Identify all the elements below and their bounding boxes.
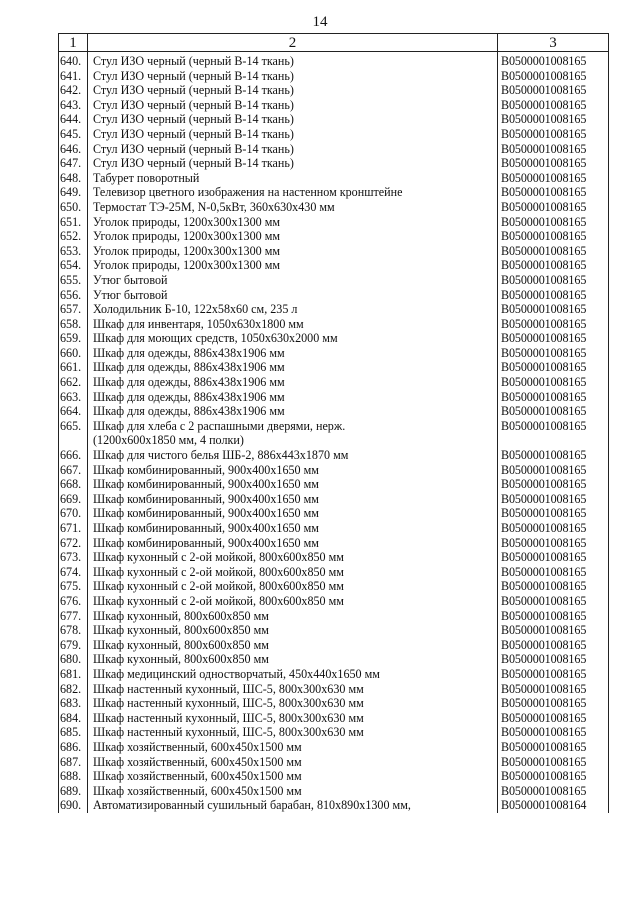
table-row xyxy=(59,784,609,799)
table-row xyxy=(59,492,609,507)
row-description xyxy=(88,609,498,624)
table-row xyxy=(59,448,609,463)
table-row xyxy=(59,725,609,740)
row-description-text: Шкаф настенный кухонный, ШС-5, 800х300х630 мм xyxy=(93,696,364,711)
table-row xyxy=(59,360,609,375)
row-description xyxy=(88,346,498,361)
row-number: 644. xyxy=(59,112,88,127)
table-row xyxy=(59,550,609,565)
row-description xyxy=(88,273,498,288)
table-row xyxy=(59,696,609,711)
row-description-text: Шкаф комбинированный, 900х400х1650 мм xyxy=(93,491,319,506)
row-code: B0500001008165 xyxy=(498,652,609,667)
row-code: B0500001008165 xyxy=(498,755,609,770)
row-number: 669. xyxy=(59,492,88,507)
table-row xyxy=(59,200,609,215)
table-body xyxy=(59,52,609,813)
row-description-text: Стул ИЗО черный (черный В-14 ткань) xyxy=(93,126,294,141)
row-code: B0500001008165 xyxy=(498,769,609,784)
column-header-code: 3 xyxy=(498,34,609,52)
row-number: 679. xyxy=(59,638,88,653)
row-description xyxy=(88,156,498,171)
row-code: B0500001008165 xyxy=(498,740,609,755)
table-row xyxy=(59,142,609,157)
row-number: 675. xyxy=(59,579,88,594)
table-row xyxy=(59,506,609,521)
row-code: B0500001008165 xyxy=(498,667,609,682)
row-description-text: Автоматизированный сушильный барабан, 810х890х1300 мм, xyxy=(93,798,411,813)
table-row xyxy=(59,288,609,303)
table-row xyxy=(59,302,609,317)
row-description xyxy=(88,244,498,259)
row-description-text: Шкаф для хлеба с 2 распашными дверями, нерж. xyxy=(93,418,346,433)
row-description-text: Телевизор цветного изображения на настенном кронштейне xyxy=(93,185,403,200)
table-row xyxy=(59,579,609,594)
row-description xyxy=(88,755,498,770)
table-row xyxy=(59,112,609,127)
row-description-text: Стул ИЗО черный (черный В-14 ткань) xyxy=(93,97,294,112)
table-row xyxy=(59,623,609,638)
row-number: 670. xyxy=(59,506,88,521)
row-code: B0500001008165 xyxy=(498,565,609,580)
row-number: 658. xyxy=(59,317,88,332)
row-code: B0500001008165 xyxy=(498,594,609,609)
row-code: B0500001008165 xyxy=(498,536,609,551)
row-code: B0500001008165 xyxy=(498,682,609,697)
row-number: 686. xyxy=(59,740,88,755)
table-row xyxy=(59,346,609,361)
row-code: B0500001008165 xyxy=(498,404,609,419)
table-row xyxy=(59,258,609,273)
table-row xyxy=(59,652,609,667)
row-code: B0500001008165 xyxy=(498,375,609,390)
row-number: 652. xyxy=(59,229,88,244)
row-number: 685. xyxy=(59,725,88,740)
row-code: B0500001008165 xyxy=(498,288,609,303)
row-number: 662. xyxy=(59,375,88,390)
row-description-text: Шкаф для одежды, 886х438х1906 мм xyxy=(93,375,285,390)
row-description xyxy=(88,200,498,215)
table-row xyxy=(59,609,609,624)
row-number: 646. xyxy=(59,142,88,157)
row-description-text: Утюг бытовой xyxy=(93,287,168,302)
row-description xyxy=(88,112,498,127)
row-description-text: Шкаф кухонный, 800х600х850 мм xyxy=(93,623,269,638)
row-description-text: Уголок природы, 1200х300х1300 мм xyxy=(93,243,281,258)
row-number: 654. xyxy=(59,258,88,273)
row-description xyxy=(88,579,498,594)
row-code: B0500001008165 xyxy=(498,579,609,594)
page-number: 14 xyxy=(312,14,328,30)
row-description xyxy=(88,69,498,84)
row-number: 648. xyxy=(59,171,88,186)
row-code: B0500001008165 xyxy=(498,229,609,244)
row-description-text: Шкаф для одежды, 886х438х1906 мм xyxy=(93,404,285,419)
row-number: 680. xyxy=(59,652,88,667)
row-description xyxy=(88,317,498,332)
row-number: 645. xyxy=(59,127,88,142)
table-row xyxy=(59,477,609,492)
table-row xyxy=(59,740,609,755)
row-description xyxy=(88,288,498,303)
row-code: B0500001008165 xyxy=(498,52,609,69)
row-description-text: Табурет поворотный xyxy=(93,170,200,185)
row-number: 641. xyxy=(59,69,88,84)
row-number: 671. xyxy=(59,521,88,536)
row-description xyxy=(88,565,498,580)
row-number: 647. xyxy=(59,156,88,171)
table-row xyxy=(59,711,609,726)
row-description-text: Шкаф настенный кухонный, ШС-5, 800х300х630 мм xyxy=(93,725,364,740)
row-code: B0500001008165 xyxy=(498,98,609,113)
row-code: B0500001008165 xyxy=(498,215,609,230)
row-description-text: Термостат ТЭ-25М, N-0,5кВт, 360х630х430 мм xyxy=(93,199,335,214)
table-row xyxy=(59,317,609,332)
row-description-text: Шкаф комбинированный, 900х400х1650 мм xyxy=(93,521,319,535)
row-description-text: Шкаф хозяйственный, 600х450х1500 мм xyxy=(93,754,302,769)
row-description xyxy=(88,360,498,375)
row-code: B0500001008165 xyxy=(498,360,609,375)
row-description xyxy=(88,638,498,653)
row-description-text: Шкаф комбинированный, 900х400х1650 мм xyxy=(93,477,319,492)
row-description-text: Шкаф кухонный, 800х600х850 мм xyxy=(93,652,269,667)
table-row xyxy=(59,755,609,770)
row-code: B0500001008165 xyxy=(498,638,609,653)
row-description xyxy=(88,711,498,726)
row-number: 674. xyxy=(59,565,88,580)
row-number: 664. xyxy=(59,404,88,419)
row-number: 666. xyxy=(59,448,88,463)
row-description xyxy=(88,185,498,200)
inventory-table xyxy=(58,33,609,813)
row-code: B0500001008165 xyxy=(498,784,609,799)
row-number: 659. xyxy=(59,331,88,346)
row-description xyxy=(88,390,498,405)
table-row xyxy=(59,463,609,478)
row-code: B0500001008165 xyxy=(498,390,609,405)
table-row xyxy=(59,390,609,405)
table-row xyxy=(59,521,609,536)
row-number: 661. xyxy=(59,360,88,375)
table-row xyxy=(59,69,609,84)
row-description xyxy=(88,83,498,98)
row-description xyxy=(88,784,498,799)
row-description xyxy=(88,506,498,521)
row-description xyxy=(88,302,498,317)
row-code: B0500001008165 xyxy=(498,317,609,332)
row-description-text: Шкаф хозяйственный, 600х450х1500 мм xyxy=(93,739,302,754)
row-code: B0500001008165 xyxy=(498,711,609,726)
row-number: 642. xyxy=(59,83,88,98)
row-description xyxy=(88,215,498,230)
row-description-text: Стул ИЗО черный (черный В-14 ткань) xyxy=(93,141,294,156)
row-description-text: Шкаф хозяйственный, 600х450х1500 мм xyxy=(93,783,302,798)
row-description xyxy=(88,682,498,697)
table-row xyxy=(59,565,609,580)
row-description xyxy=(88,521,498,536)
row-description-text: Шкаф кухонный, 800х600х850 мм xyxy=(93,637,269,652)
table-row xyxy=(59,98,609,113)
table-row xyxy=(59,127,609,142)
row-description xyxy=(88,667,498,682)
row-description-text: Стул ИЗО черный (черный В-14 ткань) xyxy=(93,156,294,171)
row-code: B0500001008165 xyxy=(498,142,609,157)
row-code: B0500001008165 xyxy=(498,725,609,740)
row-description xyxy=(88,652,498,667)
row-description xyxy=(88,404,498,419)
row-description xyxy=(88,171,498,186)
row-code: B0500001008165 xyxy=(498,521,609,536)
row-description xyxy=(88,696,498,711)
row-code: B0500001008165 xyxy=(498,346,609,361)
row-description xyxy=(88,594,498,609)
row-number: 688. xyxy=(59,769,88,784)
row-description xyxy=(88,536,498,551)
table-row xyxy=(59,667,609,682)
row-description xyxy=(88,52,498,69)
row-number: 678. xyxy=(59,623,88,638)
row-number: 660. xyxy=(59,346,88,361)
row-description-text: Уголок природы, 1200х300х1300 мм xyxy=(93,229,281,244)
table-row xyxy=(59,638,609,653)
row-description-text: Шкаф медицинский одностворчатый, 450х440х1650 мм xyxy=(93,666,380,681)
row-description-text: Шкаф для одежды, 886х438х1906 мм xyxy=(93,360,285,375)
table-row xyxy=(59,404,609,419)
row-description xyxy=(88,623,498,638)
row-number: 673. xyxy=(59,550,88,565)
row-description xyxy=(88,769,498,784)
table-row xyxy=(59,769,609,784)
row-description-text: Шкаф для инвентаря, 1050х630х1800 мм xyxy=(93,316,304,331)
row-description xyxy=(88,798,498,813)
row-code: B0500001008165 xyxy=(498,550,609,565)
row-description xyxy=(88,127,498,142)
row-description-text: Стул ИЗО черный (черный В-14 ткань) xyxy=(93,112,294,127)
row-description xyxy=(88,463,498,478)
row-number: 651. xyxy=(59,215,88,230)
row-code: B0500001008165 xyxy=(498,463,609,478)
row-description-text: Шкаф для одежды, 886х438х1906 мм xyxy=(93,345,285,360)
row-description-text: Шкаф кухонный, 800х600х850 мм xyxy=(93,608,269,623)
row-number: 687. xyxy=(59,755,88,770)
row-code: B0500001008165 xyxy=(498,69,609,84)
column-header-number: 1 xyxy=(59,34,88,52)
row-description-text: Стул ИЗО черный (черный В-14 ткань) xyxy=(93,68,294,83)
table-row xyxy=(59,171,609,186)
table-row xyxy=(59,229,609,244)
row-number: 676. xyxy=(59,594,88,609)
row-description xyxy=(88,229,498,244)
row-description-text: Шкаф для чистого белья ШБ-2, 886х443х1870 мм xyxy=(93,448,349,463)
table-row xyxy=(59,594,609,609)
row-code: B0500001008165 xyxy=(498,419,609,448)
row-code: B0500001008165 xyxy=(498,127,609,142)
row-code: B0500001008165 xyxy=(498,302,609,317)
row-description-text: Шкаф хозяйственный, 600х450х1500 мм xyxy=(93,769,302,784)
row-code: B0500001008165 xyxy=(498,185,609,200)
row-number: 682. xyxy=(59,682,88,697)
row-number: 668. xyxy=(59,477,88,492)
row-description-text: Шкаф настенный кухонный, ШС-5, 800х300х630 мм xyxy=(93,710,364,725)
row-code: B0500001008165 xyxy=(498,200,609,215)
row-description xyxy=(88,98,498,113)
row-description xyxy=(88,375,498,390)
table-row xyxy=(59,536,609,551)
row-code: B0500001008165 xyxy=(498,83,609,98)
table-row xyxy=(59,83,609,98)
row-number: 689. xyxy=(59,784,88,799)
row-description xyxy=(88,477,498,492)
table-row xyxy=(59,156,609,171)
row-number: 667. xyxy=(59,463,88,478)
table-row xyxy=(59,215,609,230)
row-code: B0500001008165 xyxy=(498,273,609,288)
row-description-continuation: (1200х600х1850 мм, 4 полки) xyxy=(93,433,244,448)
row-number: 657. xyxy=(59,302,88,317)
row-description xyxy=(88,258,498,273)
row-code: B0500001008165 xyxy=(498,506,609,521)
row-number: 649. xyxy=(59,185,88,200)
table-row xyxy=(59,375,609,390)
column-header-description: 2 xyxy=(88,34,498,52)
row-description-text: Утюг бытовой xyxy=(93,272,168,287)
row-number: 677. xyxy=(59,609,88,624)
row-number: 665. xyxy=(59,419,88,448)
row-description xyxy=(88,725,498,740)
row-number: 640. xyxy=(59,52,88,69)
row-description-text: Уголок природы, 1200х300х1300 мм xyxy=(93,214,281,229)
row-description-text: Шкаф для моющих средств, 1050х630х2000 мм xyxy=(93,331,338,346)
row-number: 683. xyxy=(59,696,88,711)
table-row xyxy=(59,273,609,288)
row-code: B0500001008165 xyxy=(498,448,609,463)
row-description-text: Стул ИЗО черный (черный В-14 ткань) xyxy=(93,83,294,98)
row-description xyxy=(88,331,498,346)
table-header-row xyxy=(59,34,609,52)
row-description xyxy=(88,142,498,157)
row-code: B0500001008165 xyxy=(498,156,609,171)
row-description-text: Шкаф комбинированный, 900х400х1650 мм xyxy=(93,462,319,477)
row-number: 681. xyxy=(59,667,88,682)
row-code: B0500001008165 xyxy=(498,492,609,507)
row-description xyxy=(88,740,498,755)
table-row xyxy=(59,682,609,697)
row-description xyxy=(88,448,498,463)
row-description-text: Шкаф кухонный с 2-ой мойкой, 800х600х850 мм xyxy=(93,564,344,579)
row-description-text: Шкаф настенный кухонный, ШС-5, 800х300х630 мм xyxy=(93,681,364,696)
row-description-text: Уголок природы, 1200х300х1300 мм xyxy=(93,258,281,273)
row-description-text: Шкаф для одежды, 886х438х1906 мм xyxy=(93,389,285,404)
row-description-text: Шкаф комбинированный, 900х400х1650 мм xyxy=(93,506,319,521)
row-number: 643. xyxy=(59,98,88,113)
table-row xyxy=(59,185,609,200)
row-code: B0500001008165 xyxy=(498,609,609,624)
row-number: 653. xyxy=(59,244,88,259)
table-row xyxy=(59,52,609,69)
row-number: 650. xyxy=(59,200,88,215)
row-code: B0500001008165 xyxy=(498,623,609,638)
row-code: B0500001008165 xyxy=(498,331,609,346)
row-code: B0500001008165 xyxy=(498,696,609,711)
row-code: B0500001008165 xyxy=(498,244,609,259)
row-code: B0500001008165 xyxy=(498,258,609,273)
row-description-text: Шкаф кухонный с 2-ой мойкой, 800х600х850 мм xyxy=(93,579,344,594)
row-description-text: Шкаф кухонный с 2-ой мойкой, 800х600х850 мм xyxy=(93,593,344,608)
row-code: B0500001008164 xyxy=(498,798,609,813)
row-number: 684. xyxy=(59,711,88,726)
table-row xyxy=(59,419,609,448)
table-row xyxy=(59,244,609,259)
row-number: 690. xyxy=(59,798,88,813)
table-row xyxy=(59,798,609,813)
row-description-text: Шкаф комбинированный, 900х400х1650 мм xyxy=(93,535,319,550)
table-row xyxy=(59,331,609,346)
row-code: B0500001008165 xyxy=(498,171,609,186)
row-description-text: Шкаф кухонный с 2-ой мойкой, 800х600х850 мм xyxy=(93,550,344,565)
row-description-text: Холодильник Б-10, 122х58х60 см, 235 л xyxy=(93,302,298,317)
row-number: 663. xyxy=(59,390,88,405)
row-description xyxy=(88,419,498,448)
row-code: B0500001008165 xyxy=(498,112,609,127)
row-description xyxy=(88,492,498,507)
row-number: 672. xyxy=(59,536,88,551)
row-description-text: Стул ИЗО черный (черный В-14 ткань) xyxy=(93,54,294,68)
row-code: B0500001008165 xyxy=(498,477,609,492)
row-number: 656. xyxy=(59,288,88,303)
row-number: 655. xyxy=(59,273,88,288)
row-description xyxy=(88,550,498,565)
